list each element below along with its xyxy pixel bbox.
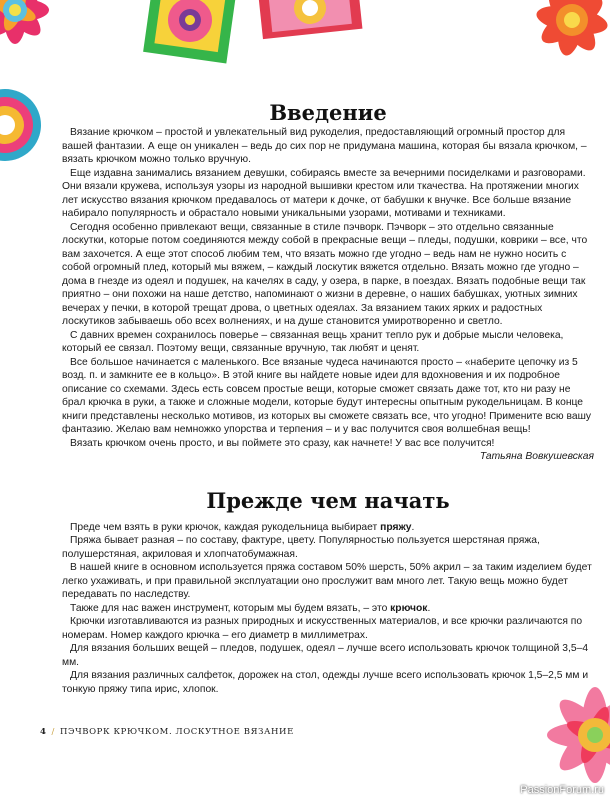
- watermark: PassionForum.ru: [520, 784, 604, 796]
- running-title: ПЭЧВОРК КРЮЧКОМ. ЛОСКУТНОЕ ВЯЗАНИЕ: [59, 727, 294, 737]
- before-paragraph-6: Для вязания больших вещей – пледов, подушек, одеял – лучше всего использовать крючок толщиной 3,5–4 мм.: [62, 643, 589, 668]
- before-paragraph-1: Преде чем взять в руки крючок, каждая рукодельница выбирает пряжу.: [70, 521, 415, 533]
- hook-term: крючок: [390, 602, 428, 614]
- page-footer: [40, 727, 294, 737]
- page-content: [62, 100, 594, 696]
- page-number: 4: [40, 727, 47, 737]
- yarn-term: пряжу: [380, 521, 412, 533]
- intro-paragraph-3: Сегодня особенно привлекают вещи, связанные в стиле пэчворк. Пэчворк – это отдельно связанные лоскутки, которые потом соединяются между собой в прекрасные вещи – пледы, подушки, коврики – все, что вам захочется. А еще этот способ любим тем, что вязать можно где угодно – ведь нам не нужно носить с собой огромный плед, который мы вяжем, – каждый лоскутик вяжется отдельно. Вязать можно где угодно – дома в гнезде из одеял и подушек, на качелях в саду, у озера, в парке, в поездах. Вязать подобные вещи так приятно – они похожи на наше детство, напоминают о жизни в деревне, о наших бабушках, уютных зимних вечерах у печки, в которой трещат дрова, о цветных одеялах. За вязанием таких ярких и радостных лоскутиков забываешь обо всех волнениях, и на душе становится умиротворенно и светло.: [62, 221, 588, 327]
- crochet-flower-top-left-image: [0, 0, 80, 70]
- intro-paragraph-6: Вязать крючком очень просто, и вы поймете это сразу, как начнете! У вас все получится!: [70, 437, 495, 449]
- before-paragraph-2: Пряжа бывает разная – по составу, фактуре, цвету. Популярностью пользуется шерстяная пряжа, полушерстяная, акриловая и хлопчатобумажная.: [62, 535, 540, 560]
- crochet-flower-left-image: [0, 80, 55, 170]
- before-paragraph-4: Также для нас важен инструмент, которым мы будем вязать, – это крючок.: [70, 602, 431, 614]
- crochet-square-top-middle-image: [255, 0, 365, 46]
- before-paragraph-5: Крючки изготавливаются из разных природных и искусственных материалов, и все крючки различаются по номерам. Номер каждого крючка – его диаметр в миллиметрах.: [62, 616, 583, 641]
- footer-separator: /: [51, 727, 55, 737]
- intro-paragraph-1: Вязание крючком – простой и увлекательный вид рукоделия, предоставляющий огромный простор для вашей фантазии. А еще он уникален – ведь до сих пор не придумана машина, которая бы вязала крючком, – вязать крючком можно только вручную.: [62, 127, 587, 165]
- before-paragraph-7: Для вязания различных салфеток, дорожек на стол, одежды лучше всего использовать крючок 1,5–2,5 мм и тонкую пряжу типа ирис, хлопок.: [62, 670, 589, 695]
- intro-paragraph-5: Все большое начинается с маленького. Все вязаные чудеса начинаются просто – «наберите цепочку из 5 возд. п. и замкните ее в кольцо». В этой книге вы найдете новые идеи для вдохновения и их подробное описание со схемами. Здесь есть совсем простые вещи, которые сможет связать даже тот, кто ни разу не брал крючка в руки, а также и сложные модели, которые будут интересны опытным рукодельницам. В конце книги представлены несколько мотивов, из которых вы сможете связать все, что угодно! Примените всю вашу фантазию. Желаю вам немножко упорства и терпения – и у вас получится своя волшебная вещь!: [62, 356, 592, 435]
- before-paragraph-3: В нашей книге в основном используется пряжа составом 50% шерсть, 50% акрил – за таким изделием будет легко ухаживать, и при правильной эксплуатации оно прослужит вам много лет. Такую вещь можно будет передавать по наследству.: [62, 562, 592, 600]
- author-signature: Татьяна Вовкушевская: [479, 451, 594, 462]
- intro-paragraph-4: С давних времен сохранилось поверье – связанная вещь хранит тепло рук и добрые мысли человека, который ее связал. Поэтому вещи, связанные вручную, так любят и ценят.: [62, 329, 564, 354]
- intro-paragraph-2: Еще издавна занимались вязанием девушки, собираясь вместе за вечерними посиделками и разговорами. Они вязали кружева, используя узоры из народной вышивки крестом или ткачества. На протяжении многих лет искусство вязания крючком предавалось от матери к дочке, от бабушки к внучке. Все больше вязание набирало популярность и обрастало новыми уникальными узорами, мотивами и техниками.: [62, 167, 586, 219]
- crochet-square-top-image: [140, 0, 240, 70]
- before-start-heading: Прежде чем начать: [206, 487, 450, 513]
- crochet-flower-top-right-image: [510, 0, 610, 85]
- intro-heading: Введение: [269, 100, 387, 125]
